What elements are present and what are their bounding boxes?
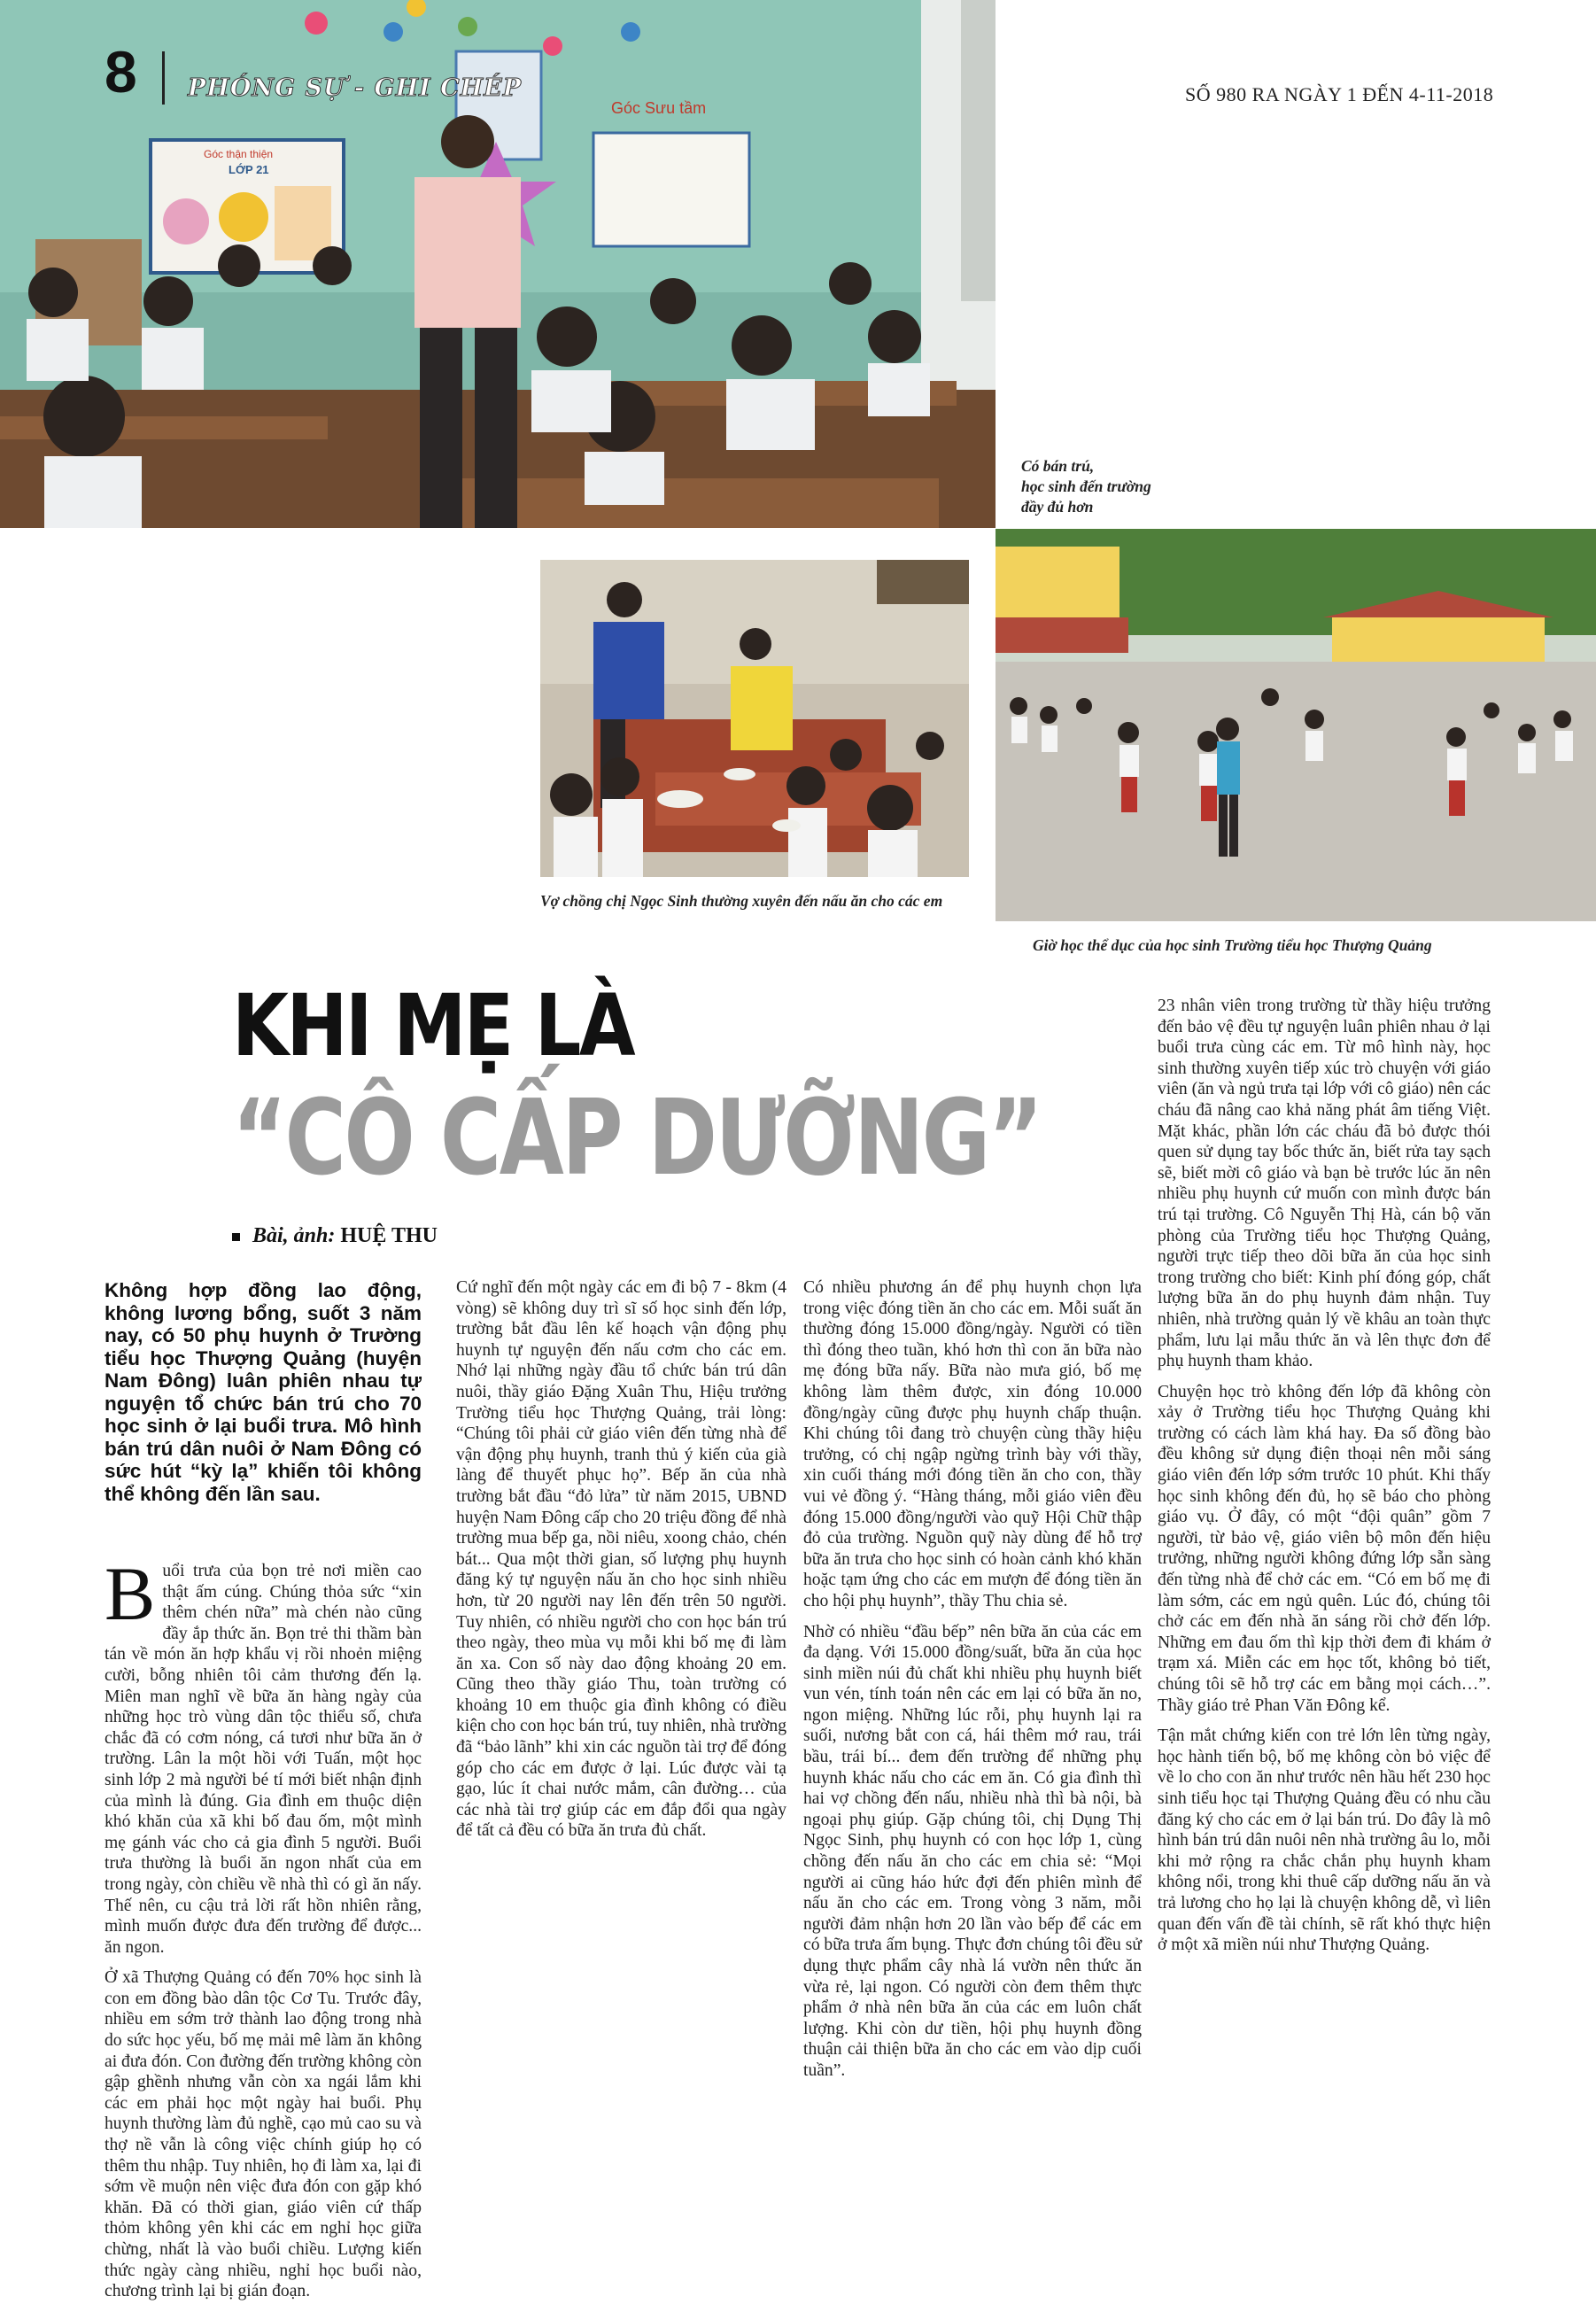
poster-text: LỚP 21	[229, 163, 269, 176]
byline-author: HUỆ THU	[340, 1224, 438, 1247]
article-paragraph: Chuyện học trò không đến lớp đã không còn xảy ở Trường tiểu học Thượng Quảng khi trường có cách làm khá hay. Đa số đồng bào đều không sử dụng điện thoại nên mỗi sáng giáo viên đến lớp sớm trước 10 phút. Khi thấy học sinh không đến đủ, họ sẽ báo cho phòng giáo vụ. Ở đây, có một “đội quân” gồm 7 người, từ bảo vệ, giáo viên bộ môn đến hiệu trưởng, những người không đứng lớp sẵn sàng đến từng nhà để chở các em. “Có em bố mẹ đi làm sớm, các em ngủ quên. Lúc đó, chúng tôi chở các em đến nhà ăn sáng rồi chở đến lớp. Những em đau ốm thì kịp thời đem đi khám ở trạm xá. Miễn các em học tốt, không bỏ tiết, chúng tôi sẽ hỗ trợ các em bằng mọi cách…”. Thầy giáo trẻ Phan Văn Đông kể.	[1158, 1382, 1491, 1715]
article-column-2	[456, 1277, 786, 1851]
cooking-photo-caption: Vợ chồng chị Ngọc Sinh thường xuyên đến nấu ăn cho các em	[540, 892, 943, 910]
byline	[232, 1224, 438, 1248]
article-column-4	[1158, 996, 1491, 1966]
article-paragraph: Nhờ có nhiều “đầu bếp” nên bữa ăn của các em đa dạng. Với 15.000 đồng/suất, bữa ăn của học sinh miền núi đủ chất khi nhiều phụ huynh biết vun vén, tính toán nên các em lại có bữa ăn no, ngon miệng. Những lúc rỗi, phụ huynh lại ra suối, nương bắt con cá, hái thêm mớ rau, trái bầu, trái bí... đem đến trường để những phụ huynh khác nấu cho các em ăn. Có gia đình thì hai vợ chồng đến nấu, nhiều nhà thì bà nội, bà ngoại phụ giúp. Gặp chúng tôi, chị Dụng Thị Ngọc Sinh, phụ huynh có con học lớp 1, cùng chồng đến nấu ăn cho các em chia sẻ: “Mọi người ai cũng háo hức đợi đến phiên mình để nấu ăn cho các em. Trong vòng 3 năm, mỗi người đảm nhận hơn 20 lần vào bếp để các em có bữa trưa ấm bụng. Thực đơn chúng tôi đều sử dụng thực phẩm cây nhà lá vườn nên thức ăn vừa rẻ, lại ngon. Có người còn đem thêm thực phẩm ở nhà nên bữa ăn của các em luôn chất lượng. Khi còn dư tiền, hội phụ huynh đồng thuận cải thiện bữa ăn cho các em vào dịp cuối tuần”.	[803, 1622, 1142, 2080]
header-divider	[162, 51, 165, 105]
article-paragraph	[105, 1551, 422, 1958]
article-column-1	[105, 1551, 422, 2312]
article-lead: Không hợp đồng lao động, không lương bổng, suốt 3 năm nay, có 50 phụ huynh ở Trường tiểu học Thượng Quảng (huyện Nam Đông) luân phiên nhau tự nguyện tổ chức bán trú cho 70 học sinh ở lại buổi trưa. Mô hình bán trú dân nuôi ở Nam Đông có sức hút “kỳ lạ” khiến tôi không thể không đến lần sau.	[105, 1279, 422, 1505]
byline-label: Bài, ảnh:	[252, 1224, 336, 1247]
pe-class-photo-caption: Giờ học thể dục của học sinh Trường tiểu học Thượng Quảng	[1033, 936, 1432, 954]
section-title: PHÓNG SỰ - GHI CHÉP	[188, 74, 523, 102]
page-number: 8	[105, 39, 137, 105]
poster-text: Góc Sưu tầm	[611, 99, 707, 117]
article-paragraph: Ở xã Thượng Quảng có đến 70% học sinh là con em đồng bào dân tộc Cơ Tu. Trước đây, nhiều em sớm trở thành lao động trong nhà do sức học yếu, bố mẹ mải mê làm ăn không ai đưa đón. Con đường đến trường không còn gập ghềnh nhưng vẫn còn xa ngái lắm khi các em phải học một ngày hai buổi. Phụ huynh thường làm đủ nghề, cạo mủ cao su và thợ nề vẫn là công việc chính giúp họ có thêm thu nhập. Tuy nhiên, họ đi làm xa, lại đi sớm về muộn nên việc đưa đón con gặp khó khăn. Đã có thời gian, giáo viên cứ thấp thỏm không yên khi các em nghỉ học giữa chừng, nhất là vào buổi chiều. Lượng kiến thức ngày càng nhiều, nghỉ học buổi nào, chương trình lại bị gián đoạn.	[105, 1968, 422, 2301]
headline-line-2: “CÔ CẤP DƯỠNG”	[232, 1076, 1042, 1199]
article-paragraph: 23 nhân viên trong trường từ thầy hiệu trưởng đến bảo vệ đều tự nguyện luân phiên nhau ở lại buổi trưa cùng các em. Từ mô hình này, học sinh thường xuyên tiếp xúc trò chuyện với giáo viên (ăn và ngủ trưa tại lớp với cô giáo) nên các cháu đã nâng cao khả năng phát âm tiếng Việt. Mặt khác, phần lớn các cháu đã bỏ được thói quen sử dụng tay bốc thức ăn, biết rửa tay sạch sẽ, biết mời cô giáo và bạn bè trước lúc ăn nên nhiều phụ huynh cứ muốn con mình được bán trú tại trường. Cô Nguyễn Thị Hà, cán bộ văn phòng của Trường tiểu học Thượng Quảng, người trực tiếp theo dõi bữa ăn của học sinh trong trường cho biết: Kinh phí đóng góp, chất lượng bữa ăn do phụ huynh đảm nhận. Tuy nhiên, nhà trường quản lý về khâu an toàn thực phẩm, lưu lại mẫu thức ăn và lên thực đơn để phụ huynh tham khảo.	[1158, 997, 1491, 1371]
cooking-photo	[540, 560, 969, 877]
article-column-3	[803, 1277, 1142, 2091]
poster-text: Góc thận thiện	[204, 148, 274, 160]
article-paragraph: Cứ nghĩ đến một ngày các em đi bộ 7 - 8km (4 vòng) sẽ không duy trì sĩ số học sinh đến lớp, trường bắt đầu lên kế hoạch vận động phụ huynh tự nguyện đến nấu cơm cho các em. Nhớ lại những ngày đầu tổ chức bán trú dân nuôi, thầy giáo Đặng Xuân Thu, Hiệu trưởng Trường tiểu học Thượng Quảng, trải lòng: “Chúng tôi phải cử giáo viên đến từng nhà để vận động phụ huynh, tranh thủ ý kiến của già làng để thuyết phục họ”. Bếp ăn của nhà trường bắt đầu “đỏ lửa” từ năm 2015, UBND huyện Nam Đông cấp cho 20 triệu đồng để nhà trường mua bếp ga, nồi niêu, xoong chảo, chén bát... Qua một thời gian, số lượng phụ huynh đăng ký tự nguyện nấu ăn cho học sinh nhiều hơn, từ 20 người nay lên đến trên 50 người. Tuy nhiên, có nhiều người cho con học bán trú theo ngày, theo mùa vụ mỗi khi bố mẹ đi làm ăn xa. Con số này dao động khoảng 20 em. Cũng theo thầy giáo Thu, toàn trường có khoảng 10 em thuộc gia đình không có điều kiện cho con học bán trú, tuy nhiên, nhà trường đã “bảo lãnh” khi xin các nguồn tài trợ để đóng góp cho các em được ở lại. Lúc được vài tạ gạo, lúc ít chai nước mắm, cân đường… của các nhà tài trợ giúp các em đắp đổi qua ngày để tất cả đều có bữa ăn trưa đủ chất.	[456, 1278, 786, 1841]
headline-line-1: KHI MẸ LÀ	[232, 976, 634, 1075]
issue-info: SỐ 980 RA NGÀY 1 ĐẾN 4-11-2018	[1185, 83, 1494, 105]
article-paragraph: Tận mắt chứng kiến con trẻ lớn lên từng ngày, học hành tiến bộ, bố mẹ không còn bỏ việc để về lo cho con ăn như trước nên hầu hết 230 học sinh tiểu học tại Thượng Quảng đều có nhu cầu đăng ký cho các em ở lại bán trú. Do đây là mô hình bán trú dân nuôi nên nhà trường âu lo, mỗi khi mở rộng ra chắc chắn phụ huynh kham không nổi, trong khi thuê cấp dưỡng nấu ăn và trả lương cho họ lại là chuyện không dễ, vì liên quan đến vấn đề tài chính, sẽ rất khó thực hiện ở một xã miền núi như Thượng Quảng.	[1158, 1726, 1491, 1955]
pe-class-photo	[996, 529, 1596, 921]
paragraph-text: uổi trưa của bọn trẻ nơi miền cao thật ấm cúng. Chúng thỏa sức “xin thêm chén nữa” mà chén nào cũng đầy ắp thức ăn. Bọn trẻ thi thầm bàn tán về món ăn hợp khẩu vị rồi nhoẻn miệng cười, bỗng nhiên tôi cảm thương đến lạ. Miên man nghĩ về bữa ăn hàng ngày của những học trò vùng dân tộc thiểu số, chưa chắc đã có cơm nóng, cá tươi như bữa ăn ở trường. Lân la một hồi với Tuấn, một học sinh lớp 2 mà người bé tí mới biết nhận định của mình là đúng. Gia đình em thuộc diện khó khăn của xã khi bố đau ốm, một mình mẹ gánh vác cho cả gia đình 5 người. Buổi trưa thường là buổi ăn ngon nhất của em trong ngày, còn chiều về nhà thì có gì ăn nấy. Thế nên, cu cậu trả lời rất hồn nhiên rằng, mình muốn được đưa đến trường để được... ăn ngon.	[105, 1562, 422, 1957]
drop-cap: B	[105, 1551, 156, 1636]
classroom-photo-caption: Có bán trú, học sinh đến trường đầy đủ hơn	[1021, 457, 1151, 516]
byline-square-bullet	[232, 1233, 240, 1241]
article-paragraph: Có nhiều phương án để phụ huynh chọn lựa trong việc đóng tiền ăn cho các em. Mỗi suất ăn thường đóng 15.000 đồng/ngày. Người có tiền thì đóng theo tuần, khó hơn thì con ăn bữa nào mẹ đóng bữa nấy. Bữa nào mưa gió, bố mẹ không làm thêm được, xin đóng 10.000 đồng/ngày cũng được phụ huynh chấp thuận. Khi chúng tôi đang trò chuyện cùng thầy hiệu trưởng, có chị ngập ngừng trình bày với thầy, xin cuối tháng mới đóng tiền ăn cho con, thầy vui vẻ đồng ý. “Hàng tháng, mỗi giáo viên đều đóng 15.000 đồng/người vào quỹ Hội Chữ thập đỏ của trường. Nguồn quỹ này dùng để hỗ trợ bữa ăn trưa cho học sinh có hoàn cảnh khó khăn hoặc tạm ứng cho các em mượn để đóng tiền ăn cho hội phụ huynh”, thầy Thu chia sẻ.	[803, 1278, 1142, 1610]
